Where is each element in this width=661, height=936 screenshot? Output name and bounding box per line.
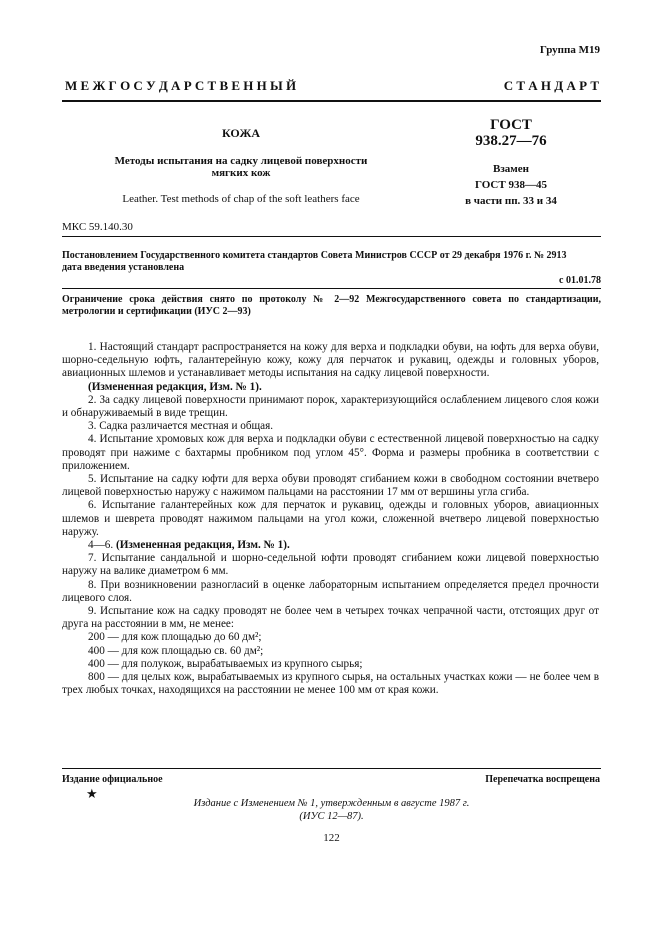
edition-line-2: (ИУС 12—87). <box>299 811 364 822</box>
paragraph: 4. Испытание хромовых кож для верха и подкладки обуви с естественной лицевой поверхностью на садку проводят при нажиме с бахтармы пробником под углом 45°. Форма и размеры пробника в соответствии с приложением. <box>62 433 599 472</box>
list-item: 200 — для кож площадью до 60 дм²; <box>88 631 262 644</box>
paragraph: 1. Настоящий стандарт распространяется на кожу для верха и подкладки обуви, на юфть для верха обуви, шорно-седельную юфть, галантерейную кожу, кожу для перчаток и рукавиц, одежды и головных уборов, авиационных шлемов и устанавливает методы испытания на садку лицевой поверхности. <box>62 341 599 380</box>
footer-divider <box>62 768 601 769</box>
paragraph: 2. За садку лицевой поверхности принимают порок, характеризующийся ослаблением лицевого слоя кожи и обнаруживаемый в виде трещин. <box>62 393 599 420</box>
paragraph: 6. Испытание галантерейных кож для перчаток и рукавиц, одежды и головных уборов, авиационных шлемов и шеврета проводят нажимом пальцами на угол кожи, сложенной вчетверо лицевой поверхностью наружу. <box>62 499 599 538</box>
paragraph: 7. Испытание сандальной и шорно-седельной юфти проводят сгибанием кожи лицевой поверхностью наружу на валике диаметром 6 мм. <box>62 552 599 578</box>
amendment-range: 4—6. <box>88 539 116 552</box>
effective-date: с 01.01.78 <box>559 275 601 286</box>
mks-divider <box>62 236 601 237</box>
standard-banner <box>65 78 599 94</box>
paragraph: 8. При возникновении разногласий в оценке лабораторным испытанием определяется предел прочности лицевого слоя. <box>62 578 599 604</box>
list-item: 400 — для кож площадью св. 60 дм²; <box>88 644 264 657</box>
replaces-label: Взамен <box>493 163 529 175</box>
list-item: 800 — для целых кож, вырабатываемых из крупного сырья, на остальных участках кожи — не более чем в трех любых точках, находящихся на расстоянии не менее 100 мм от края кожи. <box>62 671 599 697</box>
gost-number: 938.27—76 <box>475 133 547 149</box>
paragraph: 9. Испытание кож на садку проводят не более чем в четырех точках чепрачной части, отстоящих друг от друга на расстоянии в мм, не менее: <box>62 605 599 631</box>
edition-note <box>62 797 601 823</box>
title-block <box>62 126 420 205</box>
gost-label: ГОСТ <box>490 117 532 133</box>
decree-text <box>62 250 601 274</box>
document-title: КОЖА <box>222 126 260 140</box>
amendment-note: (Измененная редакция, Изм. № 1). <box>88 380 262 393</box>
edition-line-1: Издание с Изменением № 1, утвержденным в августе 1987 г. <box>193 798 470 809</box>
subtitle-line-2: мягких кож <box>211 167 271 179</box>
decree-line-1: Постановлением Государственного комитета стандартов Совета Министров СССР от 29 декабря 1976 г. № 2913 <box>62 250 567 261</box>
english-title: Leather. Test methods of chap of the soft leathers face <box>122 193 360 205</box>
group-code: Группа М19 <box>539 44 600 56</box>
restriction-note: Ограничение срока действия снято по протоколу № 2—92 Межгосударственного совета по стандартизации, метрологии и сертификации (ИУС 2—93) <box>62 294 601 317</box>
date-divider <box>62 288 601 289</box>
subtitle-line-1: Методы испытания на садку лицевой поверхности <box>114 155 368 167</box>
amendment-label: (Измененная редакция, Изм. № 1). <box>115 539 290 552</box>
banner-standard: С Т А Н Д А Р Т <box>503 78 599 93</box>
paragraph: 3. Садка различается местная и общая. <box>88 420 274 433</box>
amendment-note <box>62 539 599 552</box>
decree-line-2: дата введения установлена <box>62 262 185 273</box>
replaced-gost: ГОСТ 938—45 <box>475 179 547 191</box>
body-text <box>62 341 599 697</box>
reprint-prohibited-label: Перепечатка воспрещена <box>485 774 600 785</box>
star-icon: ★ <box>86 786 98 801</box>
gost-block <box>421 117 601 207</box>
official-edition-label: Издание официальное <box>62 774 163 785</box>
mks-code: МКС 59.140.30 <box>62 221 133 233</box>
replaced-parts: в части пп. 33 и 34 <box>465 195 557 207</box>
header-divider <box>62 100 601 102</box>
paragraph: 5. Испытание на садку юфти для верха обуви проводят сгибанием кожи в свободном состоянии вчетверо лицевой поверхностью наружу с нажимом пальцами на расстоянии 17 мм от вершины угла сгиба. <box>62 473 599 499</box>
page-number: 122 <box>323 832 340 844</box>
list-item: 400 — для полукож, вырабатываемых из крупного сырья; <box>88 657 363 670</box>
banner-interstate: М Е Ж Г О С У Д А Р С Т В Е Н Н Ы Й <box>65 78 297 93</box>
document-subtitle <box>62 155 420 179</box>
